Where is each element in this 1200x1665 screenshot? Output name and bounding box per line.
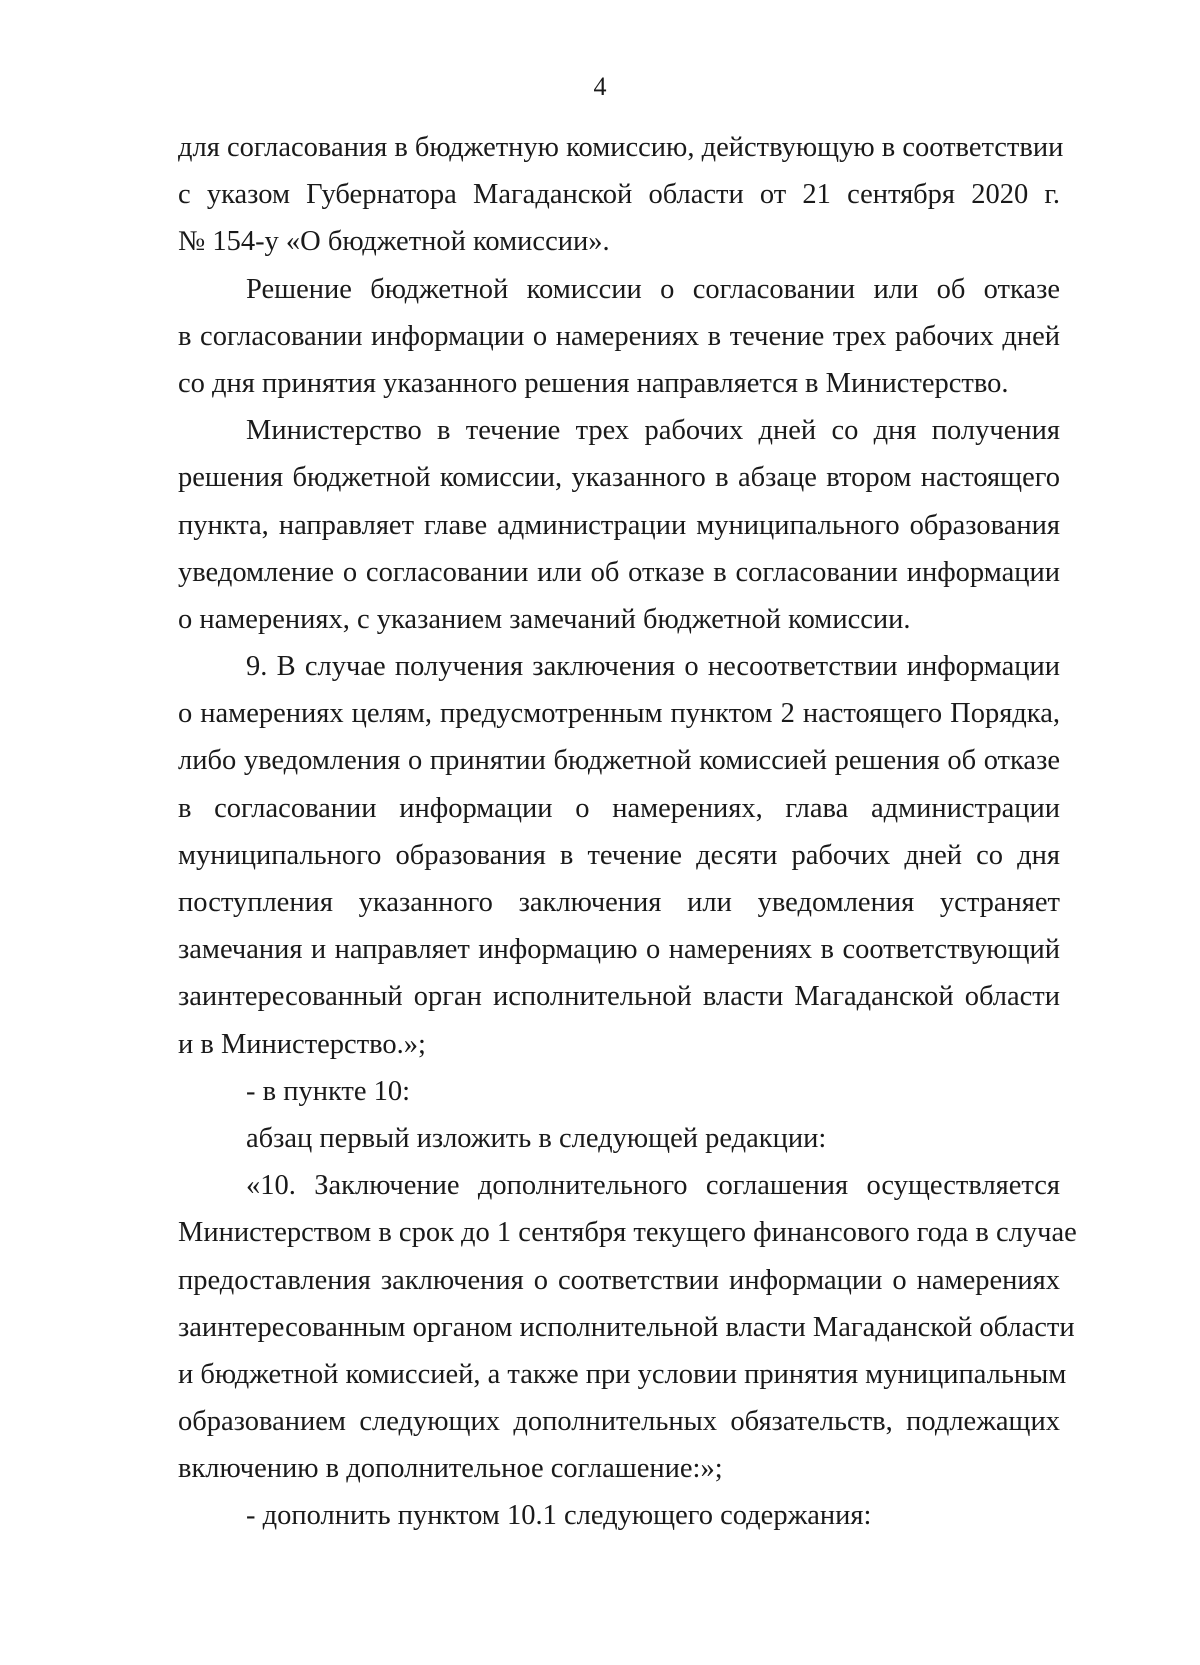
text-line: № 154-у «О бюджетной комиссии».	[178, 226, 610, 258]
text-line: и в Министерство.»;	[178, 1028, 426, 1060]
text-line: со дня принятия указанного решения направляется в Министерство.	[178, 367, 1009, 399]
text-line: абзац первый изложить в следующей редакции:	[246, 1122, 827, 1154]
text-line: в согласовании информации о намерениях в течение трех рабочих дней	[178, 320, 1060, 352]
text-line: о намерениях целям, предусмотренным пунктом 2 настоящего Порядка,	[178, 698, 1060, 730]
page-number: 4	[593, 72, 607, 101]
text-line: - дополнить пунктом 10.1 следующего содержания:	[246, 1500, 872, 1532]
text-line: и бюджетной комиссией, а также при условии принятия муниципальным	[178, 1358, 1067, 1390]
text-line: заинтересованный орган исполнительной власти Магаданской области	[178, 981, 1060, 1013]
text-line: Решение бюджетной комиссии о согласовании или об отказе	[246, 273, 1060, 305]
text-line: - в пункте 10:	[246, 1075, 411, 1107]
text-line: поступления указанного заключения или уведомления устраняет	[178, 887, 1060, 918]
text-line: 9. В случае получения заключения о несоответствии информации	[246, 651, 1060, 683]
text-line: муниципального образования в течение десяти рабочих дней со дня	[178, 839, 1060, 871]
text-line: с указом Губернатора Магаданской области от 21 сентября 2020 г.	[178, 179, 1060, 211]
text-line: уведомление о согласовании или об отказе в согласовании информации	[178, 556, 1060, 588]
text-line: в согласовании информации о намерениях, глава администрации	[178, 792, 1060, 824]
document-body	[178, 124, 1077, 1540]
text-line: пункта, направляет главе администрации муниципального образования	[178, 509, 1060, 541]
text-line: либо уведомления о принятии бюджетной комиссией решения об отказе	[178, 745, 1060, 777]
text-line: решения бюджетной комиссии, указанного в абзаце втором настоящего	[178, 462, 1060, 494]
text-line: заинтересованным органом исполнительной власти Магаданской области	[178, 1311, 1075, 1343]
text-line: замечания и направляет информацию о намерениях в соответствующий	[178, 934, 1060, 966]
text-line: Министерством в срок до 1 сентября текущего финансового года в случае	[178, 1217, 1077, 1249]
text-line: Министерство в течение трех рабочих дней со дня получения	[246, 415, 1060, 447]
text-line: образованием следующих дополнительных обязательств, подлежащих	[178, 1406, 1060, 1438]
text-line: для согласования в бюджетную комиссию, действующую в соответствии	[178, 132, 1064, 163]
text-line: «10. Заключение дополнительного соглашения осуществляется	[246, 1170, 1060, 1202]
text-line: предоставления заключения о соответствии информации о намерениях	[178, 1264, 1060, 1296]
text-line: включению в дополнительное соглашение:»;	[178, 1453, 723, 1485]
text-line: о намерениях, с указанием замечаний бюджетной комиссии.	[178, 603, 911, 635]
